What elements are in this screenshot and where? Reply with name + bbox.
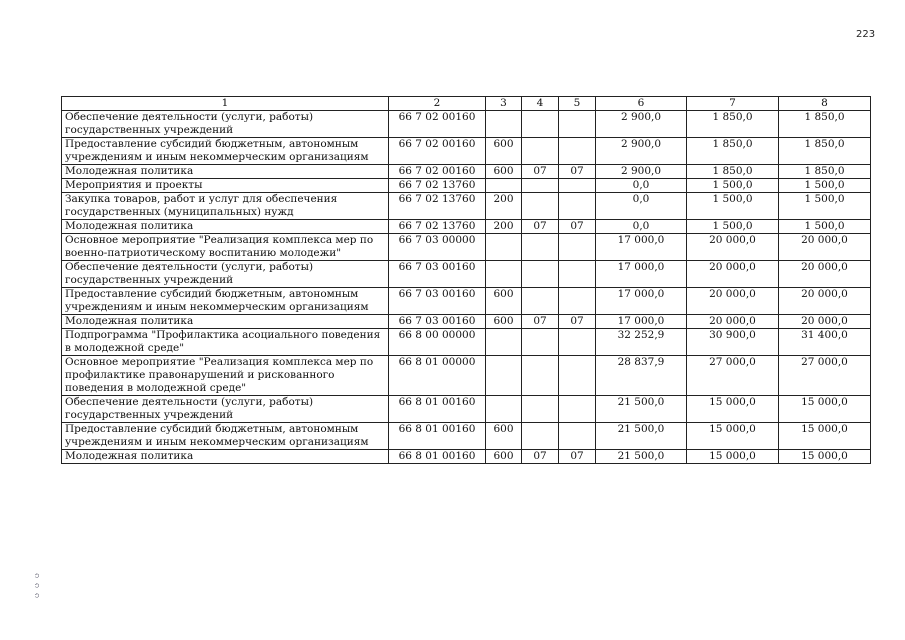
- row-section: [522, 138, 559, 165]
- row-section: 07: [522, 315, 559, 329]
- row-value-1: 17 000,0: [596, 234, 687, 261]
- row-expense-type: 600: [486, 315, 522, 329]
- row-value-2: 1 850,0: [687, 165, 779, 179]
- row-section: [522, 423, 559, 450]
- row-section: 07: [522, 220, 559, 234]
- row-code: 66 7 03 00160: [389, 288, 486, 315]
- row-subsection: [559, 179, 596, 193]
- row-value-2: 1 850,0: [687, 138, 779, 165]
- row-name: Предоставление субсидий бюджетным, автономным учреждениям и иным некоммерческим организациям: [62, 138, 389, 165]
- row-value-2: 27 000,0: [687, 356, 779, 396]
- row-value-3: 20 000,0: [779, 288, 871, 315]
- row-name: Основное мероприятие "Реализация комплекса мер по профилактике правонарушений и рискованного поведения в молодежной среде": [62, 356, 389, 396]
- row-expense-type: [486, 261, 522, 288]
- row-expense-type: [486, 329, 522, 356]
- row-value-3: 20 000,0: [779, 234, 871, 261]
- row-value-1: 2 900,0: [596, 111, 687, 138]
- page-number: 223: [856, 29, 876, 40]
- row-value-1: 0,0: [596, 179, 687, 193]
- table-row: [62, 138, 871, 165]
- row-subsection: 07: [559, 220, 596, 234]
- row-value-2: 1 500,0: [687, 179, 779, 193]
- row-value-2: 15 000,0: [687, 396, 779, 423]
- row-code: 66 7 02 13760: [389, 220, 486, 234]
- row-name: Подпрограмма "Профилактика асоциального поведения в молодежной среде": [62, 329, 389, 356]
- row-value-3: 15 000,0: [779, 423, 871, 450]
- row-code: 66 8 01 00000: [389, 356, 486, 396]
- row-subsection: [559, 138, 596, 165]
- row-value-2: 1 850,0: [687, 111, 779, 138]
- row-value-3: 1 500,0: [779, 179, 871, 193]
- table-row: [62, 450, 871, 464]
- row-code: 66 8 00 00000: [389, 329, 486, 356]
- row-value-1: 21 500,0: [596, 396, 687, 423]
- row-subsection: 07: [559, 450, 596, 464]
- row-section: [522, 396, 559, 423]
- row-value-2: 1 500,0: [687, 193, 779, 220]
- table-row: [62, 329, 871, 356]
- table-row: [62, 315, 871, 329]
- budget-table: [61, 96, 871, 464]
- row-name: Обеспечение деятельности (услуги, работы) государственных учреждений: [62, 396, 389, 423]
- row-subsection: [559, 329, 596, 356]
- row-value-1: 17 000,0: [596, 261, 687, 288]
- row-value-3: 1 500,0: [779, 220, 871, 234]
- row-code: 66 8 01 00160: [389, 423, 486, 450]
- row-name: Молодежная политика: [62, 450, 389, 464]
- row-expense-type: 600: [486, 450, 522, 464]
- row-subsection: [559, 111, 596, 138]
- row-value-1: 0,0: [596, 193, 687, 220]
- table-row: [62, 179, 871, 193]
- row-value-3: 20 000,0: [779, 261, 871, 288]
- row-value-3: 15 000,0: [779, 450, 871, 464]
- row-code: 66 7 03 00160: [389, 261, 486, 288]
- row-expense-type: 200: [486, 220, 522, 234]
- row-value-3: 1 850,0: [779, 165, 871, 179]
- row-name: Предоставление субсидий бюджетным, автономным учреждениям и иным некоммерческим организациям: [62, 288, 389, 315]
- row-subsection: [559, 261, 596, 288]
- row-value-3: 1 850,0: [779, 138, 871, 165]
- table-row: [62, 396, 871, 423]
- row-subsection: [559, 234, 596, 261]
- table-body: [62, 111, 871, 464]
- row-subsection: [559, 356, 596, 396]
- row-name: Мероприятия и проекты: [62, 179, 389, 193]
- column-header: 7: [687, 97, 779, 111]
- row-name: Обеспечение деятельности (услуги, работы) государственных учреждений: [62, 111, 389, 138]
- row-expense-type: [486, 111, 522, 138]
- row-code: 66 8 01 00160: [389, 396, 486, 423]
- column-header: 4: [522, 97, 559, 111]
- row-value-1: 0,0: [596, 220, 687, 234]
- column-header: 5: [559, 97, 596, 111]
- row-expense-type: [486, 356, 522, 396]
- row-expense-type: [486, 179, 522, 193]
- row-value-3: 31 400,0: [779, 329, 871, 356]
- row-value-1: 17 000,0: [596, 288, 687, 315]
- row-section: [522, 111, 559, 138]
- row-value-3: 1 850,0: [779, 111, 871, 138]
- row-value-3: 27 000,0: [779, 356, 871, 396]
- row-value-3: 1 500,0: [779, 193, 871, 220]
- row-subsection: 07: [559, 165, 596, 179]
- table-row: [62, 111, 871, 138]
- row-name: Молодежная политика: [62, 165, 389, 179]
- row-subsection: [559, 193, 596, 220]
- row-name: Основное мероприятие "Реализация комплекса мер по военно-патриотическому воспитанию молодежи": [62, 234, 389, 261]
- row-value-3: 15 000,0: [779, 396, 871, 423]
- row-subsection: [559, 423, 596, 450]
- row-value-1: 28 837,9: [596, 356, 687, 396]
- row-section: 07: [522, 165, 559, 179]
- row-name: Предоставление субсидий бюджетным, автономным учреждениям и иным некоммерческим организациям: [62, 423, 389, 450]
- scan-mark: ၒ ၒ ၒ: [32, 572, 42, 598]
- table-row: [62, 234, 871, 261]
- row-value-2: 20 000,0: [687, 315, 779, 329]
- row-section: [522, 234, 559, 261]
- table-row: [62, 288, 871, 315]
- column-header: 6: [596, 97, 687, 111]
- table-row: [62, 261, 871, 288]
- row-code: 66 7 03 00160: [389, 315, 486, 329]
- table-row: [62, 356, 871, 396]
- row-value-2: 1 500,0: [687, 220, 779, 234]
- row-expense-type: [486, 396, 522, 423]
- row-value-2: 20 000,0: [687, 288, 779, 315]
- column-header: 8: [779, 97, 871, 111]
- row-expense-type: 200: [486, 193, 522, 220]
- row-value-2: 30 900,0: [687, 329, 779, 356]
- row-value-1: 21 500,0: [596, 450, 687, 464]
- row-expense-type: [486, 234, 522, 261]
- row-name: Обеспечение деятельности (услуги, работы) государственных учреждений: [62, 261, 389, 288]
- row-subsection: [559, 396, 596, 423]
- table-row: [62, 165, 871, 179]
- header-row: [62, 97, 871, 111]
- row-name: Закупка товаров, работ и услуг для обеспечения государственных (муниципальных) нужд: [62, 193, 389, 220]
- row-expense-type: 600: [486, 138, 522, 165]
- table-row: [62, 220, 871, 234]
- row-section: [522, 193, 559, 220]
- row-code: 66 7 03 00000: [389, 234, 486, 261]
- row-name: Молодежная политика: [62, 315, 389, 329]
- row-value-3: 20 000,0: [779, 315, 871, 329]
- row-section: [522, 288, 559, 315]
- row-value-2: 15 000,0: [687, 450, 779, 464]
- table-row: [62, 193, 871, 220]
- table-row: [62, 423, 871, 450]
- row-code: 66 7 02 00160: [389, 138, 486, 165]
- row-value-2: 20 000,0: [687, 261, 779, 288]
- row-value-1: 2 900,0: [596, 138, 687, 165]
- row-code: 66 7 02 00160: [389, 165, 486, 179]
- row-expense-type: 600: [486, 165, 522, 179]
- row-name: Молодежная политика: [62, 220, 389, 234]
- column-header: 2: [389, 97, 486, 111]
- row-section: [522, 179, 559, 193]
- row-value-1: 32 252,9: [596, 329, 687, 356]
- row-value-1: 17 000,0: [596, 315, 687, 329]
- row-code: 66 7 02 00160: [389, 111, 486, 138]
- row-value-1: 2 900,0: [596, 165, 687, 179]
- row-code: 66 7 02 13760: [389, 193, 486, 220]
- row-section: 07: [522, 450, 559, 464]
- row-section: [522, 329, 559, 356]
- row-section: [522, 261, 559, 288]
- row-value-2: 15 000,0: [687, 423, 779, 450]
- row-expense-type: 600: [486, 423, 522, 450]
- row-subsection: [559, 288, 596, 315]
- row-value-2: 20 000,0: [687, 234, 779, 261]
- row-value-1: 21 500,0: [596, 423, 687, 450]
- row-code: 66 7 02 13760: [389, 179, 486, 193]
- column-header: 1: [62, 97, 389, 111]
- column-header: 3: [486, 97, 522, 111]
- row-section: [522, 356, 559, 396]
- row-subsection: 07: [559, 315, 596, 329]
- row-expense-type: 600: [486, 288, 522, 315]
- row-code: 66 8 01 00160: [389, 450, 486, 464]
